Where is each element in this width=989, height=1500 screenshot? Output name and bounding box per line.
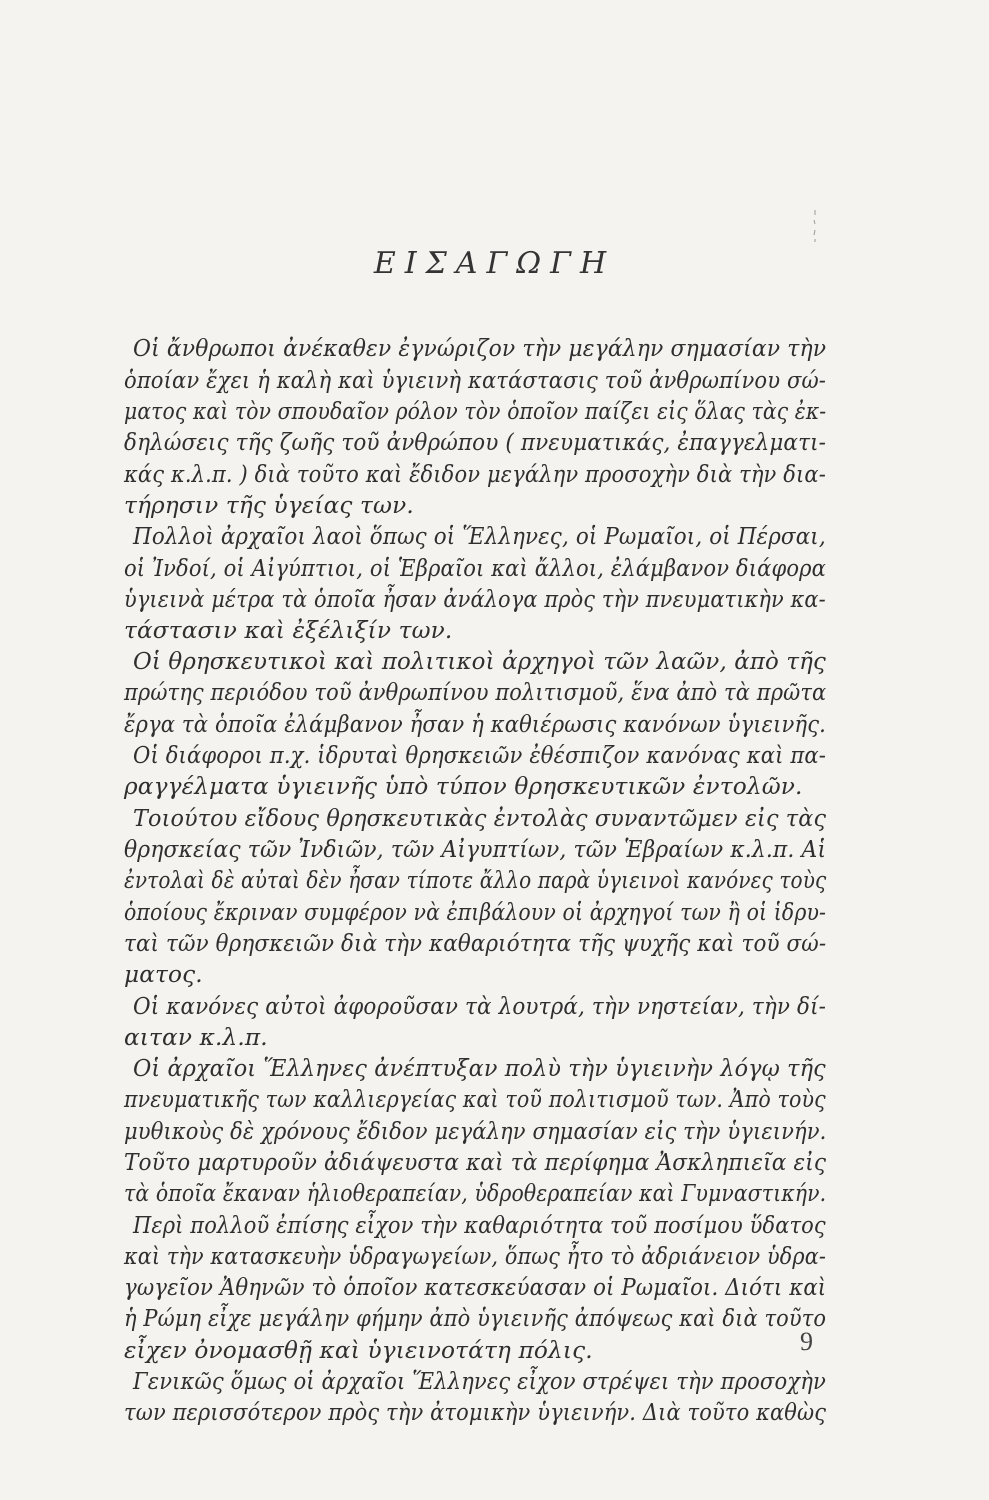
text-line: ματος.: [124, 961, 203, 988]
text-line: ἔργα τὰ ὁποῖα ἐλάμβανον ἦσαν ἡ καθιέρωσις κανόνων ὑγιεινῆς.: [124, 711, 826, 738]
text-line: Τοῦτο μαρτυροῦν ἀδιάψευστα καὶ τὰ περίφημα Ἀσκληπιεῖα εἰς: [124, 1149, 827, 1176]
text-line: δηλώσεις τῆς ζωῆς τοῦ ἀνθρώπου ( πνευματικάς, ἐπαγγελματι-: [124, 429, 827, 456]
text-line: ἐντολαὶ δὲ αὐταὶ δὲν ἦσαν τίποτε ἄλλο παρὰ ὑγιεινοὶ κανόνες τοὺς: [124, 867, 827, 894]
text-line: πνευματικῆς των καλλιεργείας καὶ τοῦ πολιτισμοῦ των. Ἀπὸ τοὺς: [124, 1086, 826, 1113]
text-line: Οἱ ἀρχαῖοι Ἕλληνες ἀνέπτυξαν πολὺ τὴν ὑγιεινὴν λόγῳ τῆς: [133, 1055, 826, 1082]
text-line: Περὶ πολλοῦ ἐπίσης εἶχον τὴν καθαριότητα τοῦ ποσίμου ὕδατος: [133, 1212, 826, 1239]
text-line: ὁποίους ἔκριναν συμφέρον νὰ ἐπιβάλουν οἱ ἀρχηγοί των ἢ οἱ ἱδρυ-: [124, 899, 827, 926]
section-title: ΕΙΣΑΓΩΓΗ: [373, 246, 616, 281]
text-line: τήρησιν τῆς ὑγείας των.: [124, 492, 414, 519]
text-line: ὁποίαν ἔχει ἡ καλὴ καὶ ὑγιεινὴ κατάστασις τοῦ ἀνθρωπίνου σώ-: [124, 367, 827, 394]
margin-mark: [812, 209, 818, 243]
text-line: Οἱ ἄνθρωποι ἀνέκαθεν ἐγνώριζον τὴν μεγάλην σημασίαν τὴν: [133, 335, 827, 362]
text-line: ραγγέλματα ὑγιεινῆς ὑπὸ τύπον θρησκευτικῶν ἐντολῶν.: [124, 773, 803, 800]
text-line: των περισσότερον πρὸς τὴν ἀτομικὴν ὑγιεινήν. Διὰ τοῦτο καθὼς: [124, 1399, 827, 1426]
text-line: Πολλοὶ ἀρχαῖοι λαοὶ ὅπως οἱ Ἕλληνες, οἱ Ρωμαῖοι, οἱ Πέρσαι,: [133, 523, 826, 550]
text-line: Οἱ διάφοροι π.χ. ἱδρυταὶ θρησκειῶν ἐθέσπιζον κανόνας καὶ πα-: [133, 742, 827, 769]
text-line: καὶ τὴν κατασκευὴν ὑδραγωγείων, ὅπως ἦτο τὸ ἀδριάνειον ὑδρα-: [124, 1243, 826, 1270]
page-number: 9: [800, 1327, 813, 1356]
text-line: Οἱ θρησκευτικοὶ καὶ πολιτικοὶ ἀρχηγοὶ τῶν λαῶν, ἀπὸ τῆς: [133, 648, 826, 675]
text-line: κάς κ.λ.π. ) διὰ τοῦτο καὶ ἔδιδον μεγάλην προσοχὴν διὰ τὴν δια-: [124, 461, 826, 488]
text-line: ἡ Ρώμη εἶχε μεγάλην φήμην ἀπὸ ὑγιεινῆς ἀπόψεως καὶ διὰ τοῦτο: [124, 1305, 827, 1332]
text-line: εἶχεν ὀνομασθῇ καὶ ὑγιεινοτάτη πόλις.: [124, 1337, 593, 1364]
text-line: τάστασιν καὶ ἐξέλιξίν των.: [124, 617, 453, 644]
text-line: θρησκείας τῶν Ἰνδιῶν, τῶν Αἰγυπτίων, τῶν Ἑβραίων κ.λ.π. Αἱ: [124, 836, 827, 863]
text-line: ταὶ τῶν θρησκειῶν διὰ τὴν καθαριότητα τῆς ψυχῆς καὶ τοῦ σώ-: [124, 930, 827, 957]
text-line: ματος καὶ τὸν σπουδαῖον ρόλον τὸν ὁποῖον παίζει εἰς ὅλας τὰς ἐκ-: [124, 398, 827, 425]
text-line: πρώτης περιόδου τοῦ ἀνθρωπίνου πολιτισμοῦ, ἕνα ἀπὸ τὰ πρῶτα: [124, 679, 827, 706]
text-line: αιταν κ.λ.π.: [124, 1024, 268, 1051]
text-line: οἱ Ἰνδοί, οἱ Αἰγύπτιοι, οἱ Ἑβραῖοι καὶ ἄλλοι, ἐλάμβανον διάφορα: [124, 555, 826, 582]
text-line: ὑγιεινὰ μέτρα τὰ ὁποῖα ἦσαν ἀνάλογα πρὸς τὴν πνευματικὴν κα-: [124, 586, 826, 613]
text-line: Οἱ κανόνες αὐτοὶ ἀφοροῦσαν τὰ λουτρά, τὴν νηστείαν, τὴν δί-: [133, 993, 827, 1020]
text-line: γωγεῖον Ἀθηνῶν τὸ ὁποῖον κατεσκεύασαν οἱ Ρωμαῖοι. Διότι καὶ: [124, 1274, 827, 1301]
text-line: Γενικῶς ὅμως οἱ ἀρχαῖοι Ἕλληνες εἶχον στρέψει τὴν προσοχὴν: [133, 1368, 826, 1395]
text-line: μυθικοὺς δὲ χρόνους ἔδιδον μεγάλην σημασίαν εἰς τὴν ὑγιεινήν.: [124, 1118, 827, 1145]
text-line: τὰ ὁποῖα ἔκαναν ἡλιοθεραπείαν, ὑδροθεραπείαν καὶ Γυμναστικήν.: [124, 1180, 827, 1207]
text-line: Τοιούτου εἴδους θρησκευτικὰς ἐντολὰς συναντῶμεν εἰς τὰς: [133, 805, 827, 832]
